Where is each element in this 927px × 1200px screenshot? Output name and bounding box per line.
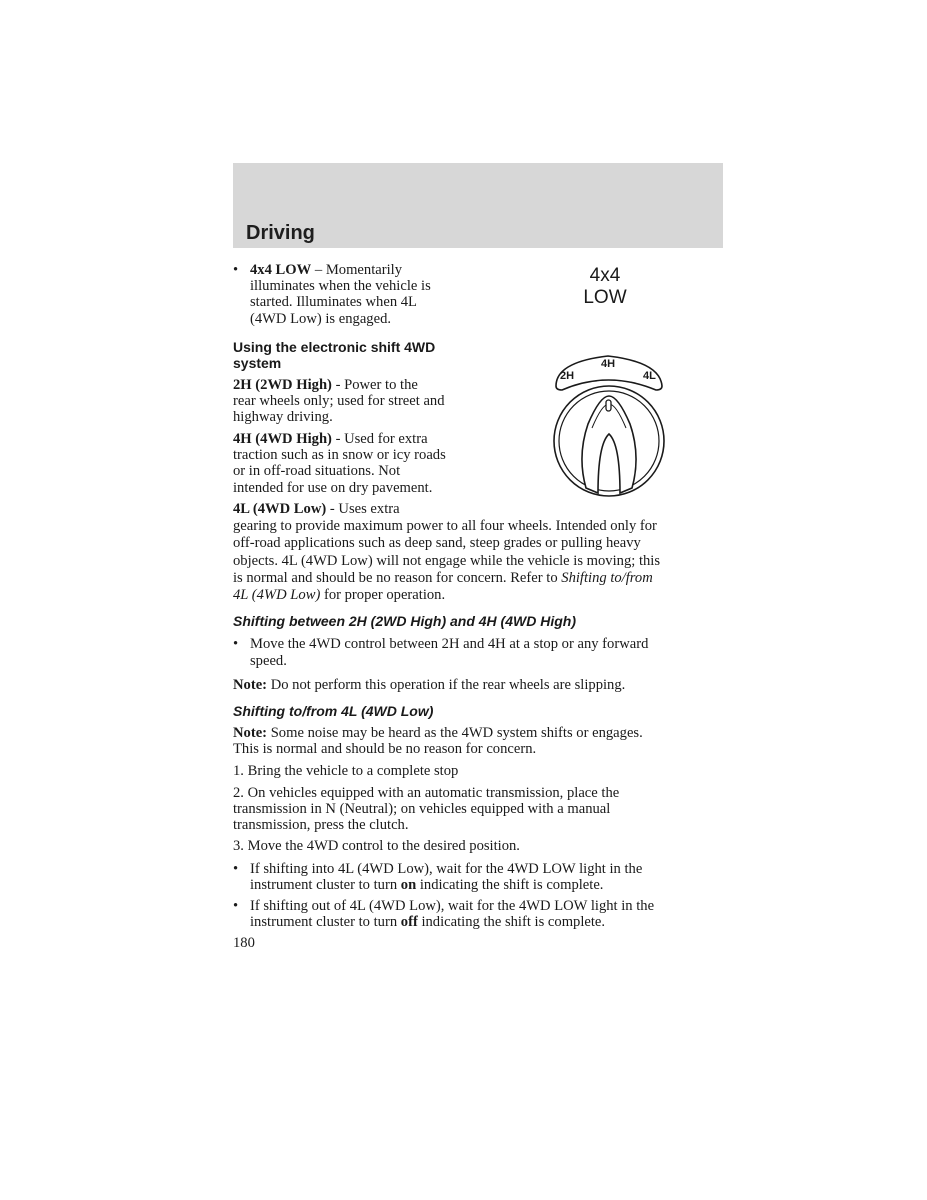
- indicator-line-2: LOW: [583, 287, 627, 308]
- text-line: Move the 4WD control between 2H and 4H at a stop or any forward: [250, 636, 649, 652]
- cross-reference-link-part: 4L (4WD Low): [233, 587, 321, 604]
- term-4h: 4H (4WD High): [233, 431, 332, 447]
- bullet-dot: •: [233, 636, 239, 652]
- cross-reference-link-part: Shifting to/from: [561, 569, 653, 586]
- bullet-dot: •: [233, 898, 239, 914]
- heading-line: system: [233, 355, 282, 371]
- step-3: 3. Move the 4WD control to the desired position.: [233, 838, 520, 854]
- text-line: illuminates when the vehicle is: [250, 278, 431, 295]
- section-header-band: [233, 163, 723, 248]
- paragraph-4h: [233, 431, 446, 496]
- bullet-4x4-low: [250, 262, 490, 327]
- dial-pointer-mark: [606, 400, 611, 411]
- text-line: intended for use on dry pavement.: [233, 479, 433, 496]
- heading-electronic-shift: [233, 339, 435, 371]
- text-span: Some noise may be heard as the 4WD system shifts or engages.: [267, 725, 643, 741]
- emphasis-off: off: [400, 914, 418, 931]
- text-span: is normal and should be no reason for concern. Refer to: [233, 569, 562, 586]
- heading-shift-2h-4h: Shifting between 2H (2WD High) and 4H (4WD High): [233, 613, 576, 629]
- text-line: - Uses extra: [326, 501, 400, 517]
- bullet-dot: •: [233, 262, 239, 278]
- text-line: or in off-road situations. Not: [233, 463, 401, 480]
- text-line: - Power to the: [331, 377, 418, 393]
- bullet-shift-out-4l: [250, 898, 720, 930]
- paragraph-4l: [233, 501, 728, 603]
- text-line: gearing to provide maximum power to all four wheels. Intended only for: [233, 518, 657, 535]
- term-2h: 2H (2WD High): [233, 377, 332, 393]
- text-span: indicating the shift is complete.: [417, 914, 606, 931]
- emphasis-on: on: [400, 877, 417, 894]
- text-span: for proper operation.: [320, 587, 446, 604]
- text-line: - Used for extra: [331, 431, 428, 447]
- bullet-dot: •: [233, 861, 239, 877]
- text-line: traction such as in snow or icy roads: [233, 447, 446, 464]
- section-title: Driving: [246, 222, 315, 244]
- paragraph-2h: [233, 377, 445, 426]
- text-line: – Momentarily: [311, 262, 403, 278]
- dial-label-2h: 2H: [560, 370, 575, 382]
- dial-label-4h: 4H: [601, 358, 616, 370]
- note-slipping: [233, 677, 625, 693]
- dial-label-4l: 4L: [643, 370, 656, 382]
- text-line: If shifting into 4L (4WD Low), wait for the 4WD LOW light in the: [250, 861, 643, 877]
- text-line: (4WD Low) is engaged.: [250, 310, 392, 327]
- 4wd-control-dial-icon: [548, 348, 670, 508]
- text-line: This is normal and should be no reason for concern.: [233, 741, 537, 758]
- text-line: rear wheels only; used for street and: [233, 393, 445, 410]
- text-line: speed.: [250, 653, 287, 670]
- text-line: highway driving.: [233, 409, 333, 426]
- text-line: off-road applications such as deep sand, steep grades or pulling heavy: [233, 535, 641, 552]
- text-line: transmission in N (Neutral); on vehicles equipped with a manual: [233, 801, 611, 818]
- note-noise: [233, 725, 643, 757]
- text-line: transmission, press the clutch.: [233, 817, 409, 834]
- text-span: instrument cluster to turn: [250, 877, 401, 894]
- term-4x4-low: 4x4 LOW: [250, 262, 312, 278]
- 4x4-low-indicator-icon: [560, 265, 650, 309]
- page-number: 180: [233, 935, 255, 951]
- note-label: Note:: [233, 677, 268, 693]
- text-span: indicating the shift is complete.: [416, 877, 604, 894]
- heading-shift-4l: Shifting to/from 4L (4WD Low): [233, 703, 434, 719]
- bullet-shift-into-4l: [250, 861, 720, 893]
- term-4l: 4L (4WD Low): [233, 501, 327, 517]
- text-line: objects. 4L (4WD Low) will not engage while the vehicle is moving; this: [233, 552, 661, 569]
- text-span: Do not perform this operation if the rear wheels are slipping.: [267, 677, 626, 693]
- note-label: Note:: [233, 725, 268, 741]
- heading-line: Using the electronic shift 4WD: [233, 339, 436, 355]
- text-span: instrument cluster to turn: [250, 914, 401, 931]
- text-line: If shifting out of 4L (4WD Low), wait for the 4WD LOW light in the: [250, 898, 655, 914]
- bullet-move-control: [250, 636, 720, 669]
- indicator-line-1: 4x4: [589, 265, 621, 286]
- step-2: [233, 785, 619, 834]
- text-line: started. Illuminates when 4L: [250, 294, 417, 311]
- text-line: 2. On vehicles equipped with an automatic transmission, place the: [233, 785, 620, 801]
- step-1: 1. Bring the vehicle to a complete stop: [233, 763, 459, 779]
